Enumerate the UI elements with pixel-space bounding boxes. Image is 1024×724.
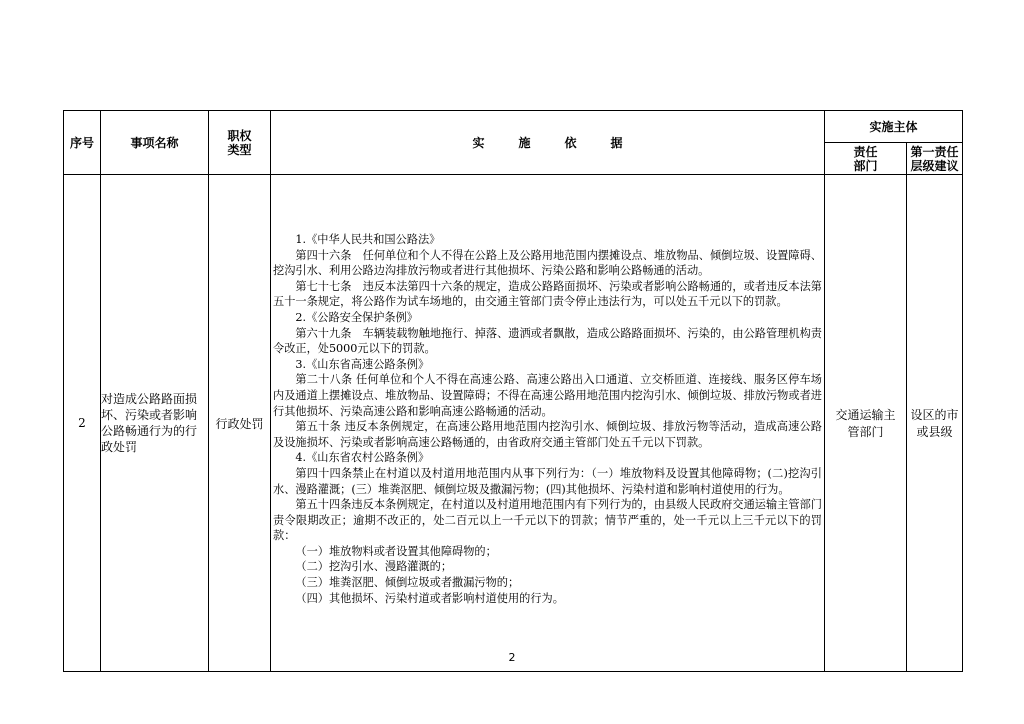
header-first-resp-line1: 第一责任: [910, 144, 959, 159]
header-power-type-line2: 类型: [227, 142, 252, 157]
power-list-table: [63, 110, 963, 672]
header-resp-dept-line1: 责任: [853, 144, 878, 159]
basis-paragraph: 第五十条 违反本条例规定，在高速公路用地范围内挖沟引水、倾倒垃圾、排放污物等活动，造成高速公路及设施损坏、污染或者影响高速公路畅通的，由省政府交通主管部门处五千元以下罚款。: [273, 420, 822, 449]
basis-paragraph: 4.《山东省农村公路条例》: [295, 451, 430, 465]
basis-paragraph: 第四十四条禁止在村道以及村道用地范围内从事下列行为：（一）堆放物料及设置其他障碍物；(二)挖沟引水、漫路灌溉；(三）堆粪沤肥、倾倒垃圾及撒漏污物；(四)其他损坏、污染村道和影响村道使用的行为。: [273, 466, 822, 496]
header-basis-char: 据: [610, 135, 623, 150]
header-basis-char: 实: [472, 135, 485, 150]
basis-paragraph: 2.《公路安全保护条例》: [295, 310, 418, 324]
basis-paragraph: 第二十八条 任何单位和个人不得在高速公路、高速公路出入口通道、立交桥匝道、连接线、服务区停车场内及通道上摆摊设点、堆放物品、设置障碍；不得在高速公路用地范围内挖沟引水、倾倒垃圾、排放污物或者进行其他损坏、污染高速公路和影响高速公路畅通的活动。: [273, 373, 822, 418]
row-basis: [271, 175, 825, 672]
header-basis-char: 依: [564, 135, 577, 150]
basis-paragraph: （一）堆放物料或者设置其他障碍物的；: [295, 544, 497, 558]
header-seq: 序号: [64, 111, 101, 175]
header-power-type-line1: 职权: [227, 128, 252, 143]
row-item-name: 对造成公路路面损坏、污染或者影响公路畅通行为的行政处罚: [101, 175, 209, 672]
header-item-name: 事项名称: [101, 111, 209, 175]
basis-paragraph: 第四十六条 任何单位和个人不得在公路上及公路用地范围内摆摊设点、堆放物品、倾倒垃圾、设置障碍、挖沟引水、利用公路边沟排放污物或者进行其他损坏、污染公路和影响公路畅通的活动。: [273, 248, 822, 278]
header-resp-dept-line2: 部门: [853, 158, 878, 173]
row-resp-dept: 交通运输主管部门: [825, 175, 907, 672]
row-first-resp: 设区的市或县级: [907, 175, 963, 672]
basis-paragraph: 第五十四条违反本条例规定，在村道以及村道用地范围内有下列行为的，由县级人民政府交通运输主管部门责令限期改正；逾期不改正的，处二百元以上一千元以下的罚款；情节严重的，处一千元以上三千元以下的罚款：: [273, 498, 822, 543]
basis-paragraph: 第六十九条 车辆装载物触地拖行、掉落、遗洒或者飘散，造成公路路面损坏、污染的，由公路管理机构责令改正，处5000元以下的罚款。: [273, 326, 822, 356]
basis-text: [271, 175, 824, 606]
header-basis: [271, 111, 825, 175]
row-power-type: 行政处罚: [209, 175, 271, 672]
basis-paragraph: 第七十七条 违反本法第四十六条的规定，造成公路路面损坏、污染或者影响公路畅通的，或者违反本法第五十一条规定，将公路作为试车场地的，由交通主管部门责令停止违法行为，可以处五千元以下的罚款。: [273, 279, 822, 309]
header-basis-char: 施: [518, 135, 531, 150]
basis-paragraph: 3.《山东省高速公路条例》: [295, 357, 430, 371]
header-first-resp-line2: 层级建议: [910, 158, 959, 173]
basis-paragraph: 1.《中华人民共和国公路法》: [295, 233, 441, 246]
header-resp-dept: [825, 143, 907, 175]
basis-paragraph: （三）堆粪沤肥、倾倒垃圾或者撒漏污物的；: [295, 576, 520, 590]
header-power-type: [209, 111, 271, 175]
row-seq: 2: [64, 175, 101, 672]
header-impl-body: 实施主体: [825, 111, 963, 143]
basis-paragraph: （二）挖沟引水、漫路灌溉的；: [295, 560, 453, 574]
basis-paragraph: （四）其他损坏、污染村道或者影响村道使用的行为。: [295, 591, 564, 605]
header-first-resp: [907, 143, 963, 175]
page-number: 2: [508, 651, 516, 664]
